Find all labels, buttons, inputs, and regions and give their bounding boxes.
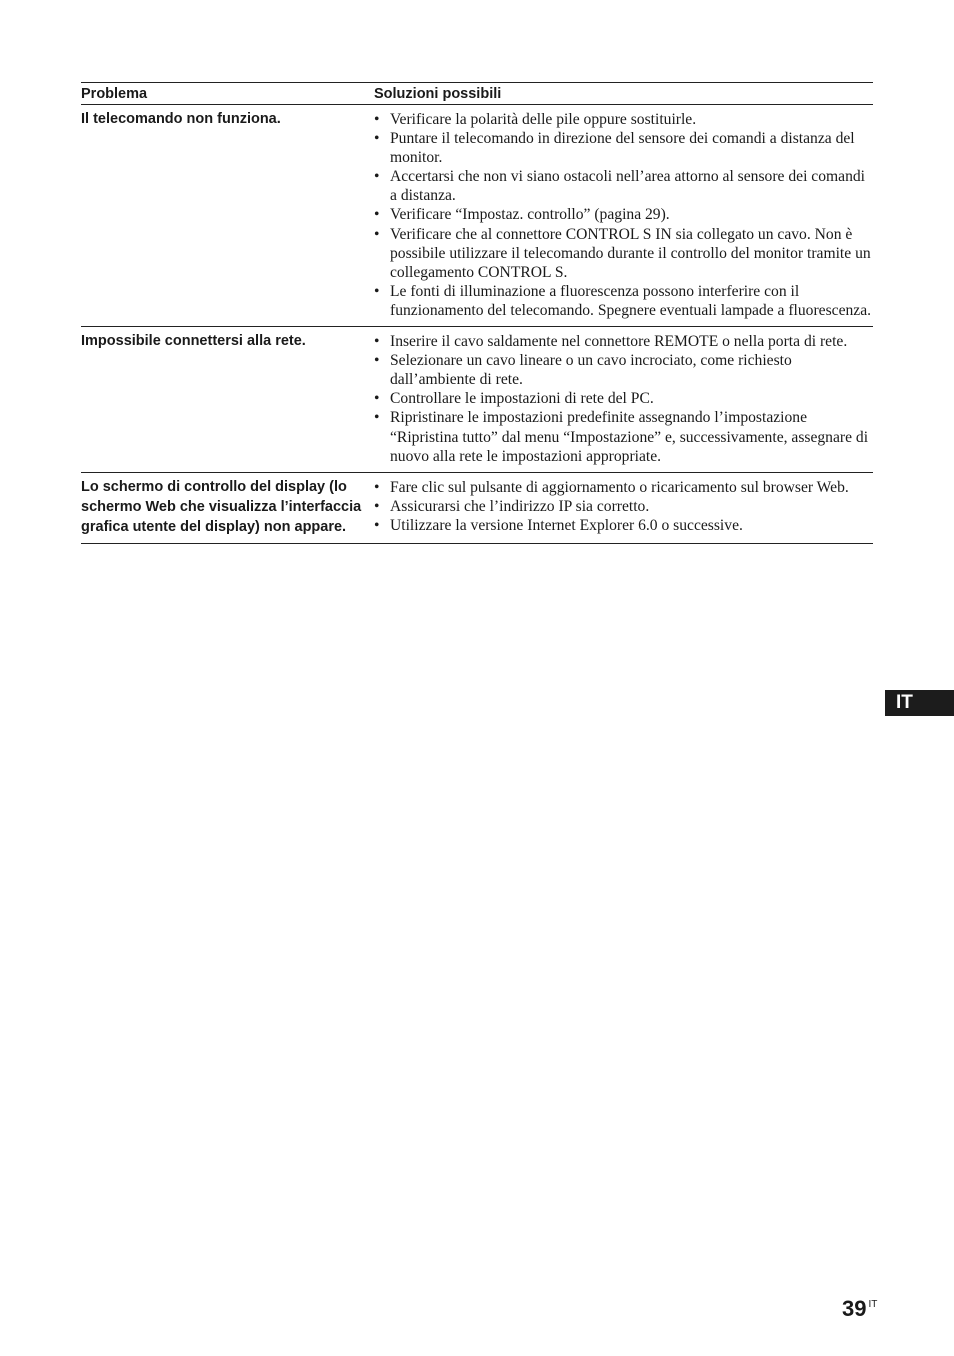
solution-item: • Utilizzare la versione Internet Explorer 6.0 o successive. <box>374 516 873 535</box>
solution-item: • Selezionare un cavo lineare o un cavo incrociato, come richiesto dall’ambiente di rete. <box>374 351 873 389</box>
solution-item: • Verificare “Impostaz. controllo” (pagina 29). <box>374 205 873 224</box>
solution-item: • Verificare la polarità delle pile oppure sostituirle. <box>374 110 873 129</box>
solutions-list <box>374 110 873 320</box>
solution-item: • Le fonti di illuminazione a fluorescenza possono interferire con il funzionamento del telecomando. Spegnere eventuali lampade a fluorescenza. <box>374 282 873 320</box>
page-number-value: 39 <box>842 1296 867 1321</box>
solutions-list <box>374 478 873 537</box>
page-language-suffix: IT <box>868 1299 878 1310</box>
language-tab: IT <box>885 690 954 716</box>
column-header-problem: Problema <box>81 86 148 102</box>
solution-item: • Accertarsi che non vi siano ostacoli nell’area attorno al sensore dei comandi a distanza. <box>374 167 873 205</box>
problem-cell: Lo schermo di controllo del display (lo schermo Web che visualizza l’interfaccia grafica utente del display) non appare. <box>81 478 362 535</box>
solution-item: • Fare clic sul pulsante di aggiornamento o ricaricamento sul browser Web. <box>374 478 873 497</box>
solution-item: • Verificare che al connettore CONTROL S IN sia collegato un cavo. Non è possibile utilizzare il telecomando durante il controllo del monitor tramite un collegamento CONTROL S. <box>374 225 873 282</box>
solution-item: • Ripristinare le impostazioni predefinite assegnando l’impostazione “Ripristina tutto” dal menu “Impostazione” e, successivamente, assegnare di nuovo alla rete le impostazioni appropriate. <box>374 408 873 465</box>
solution-item: • Assicurarsi che l’indirizzo IP sia corretto. <box>374 497 873 516</box>
table-header <box>81 83 873 105</box>
problem-cell: Il telecomando non funziona. <box>81 111 281 127</box>
table-row <box>81 327 873 473</box>
solution-item: • Puntare il telecomando in direzione del sensore dei comandi a distanza del monitor. <box>374 129 873 167</box>
table-row <box>81 473 873 544</box>
page-number <box>842 1295 877 1323</box>
table-row <box>81 105 873 327</box>
solution-item: • Inserire il cavo saldamente nel connettore REMOTE o nella porta di rete. <box>374 332 873 351</box>
solutions-list <box>374 332 873 466</box>
problem-cell: Impossibile connettersi alla rete. <box>81 333 306 350</box>
column-header-solutions: Soluzioni possibili <box>374 86 502 102</box>
solution-item: • Controllare le impostazioni di rete del PC. <box>374 389 873 408</box>
troubleshooting-table <box>81 82 873 544</box>
